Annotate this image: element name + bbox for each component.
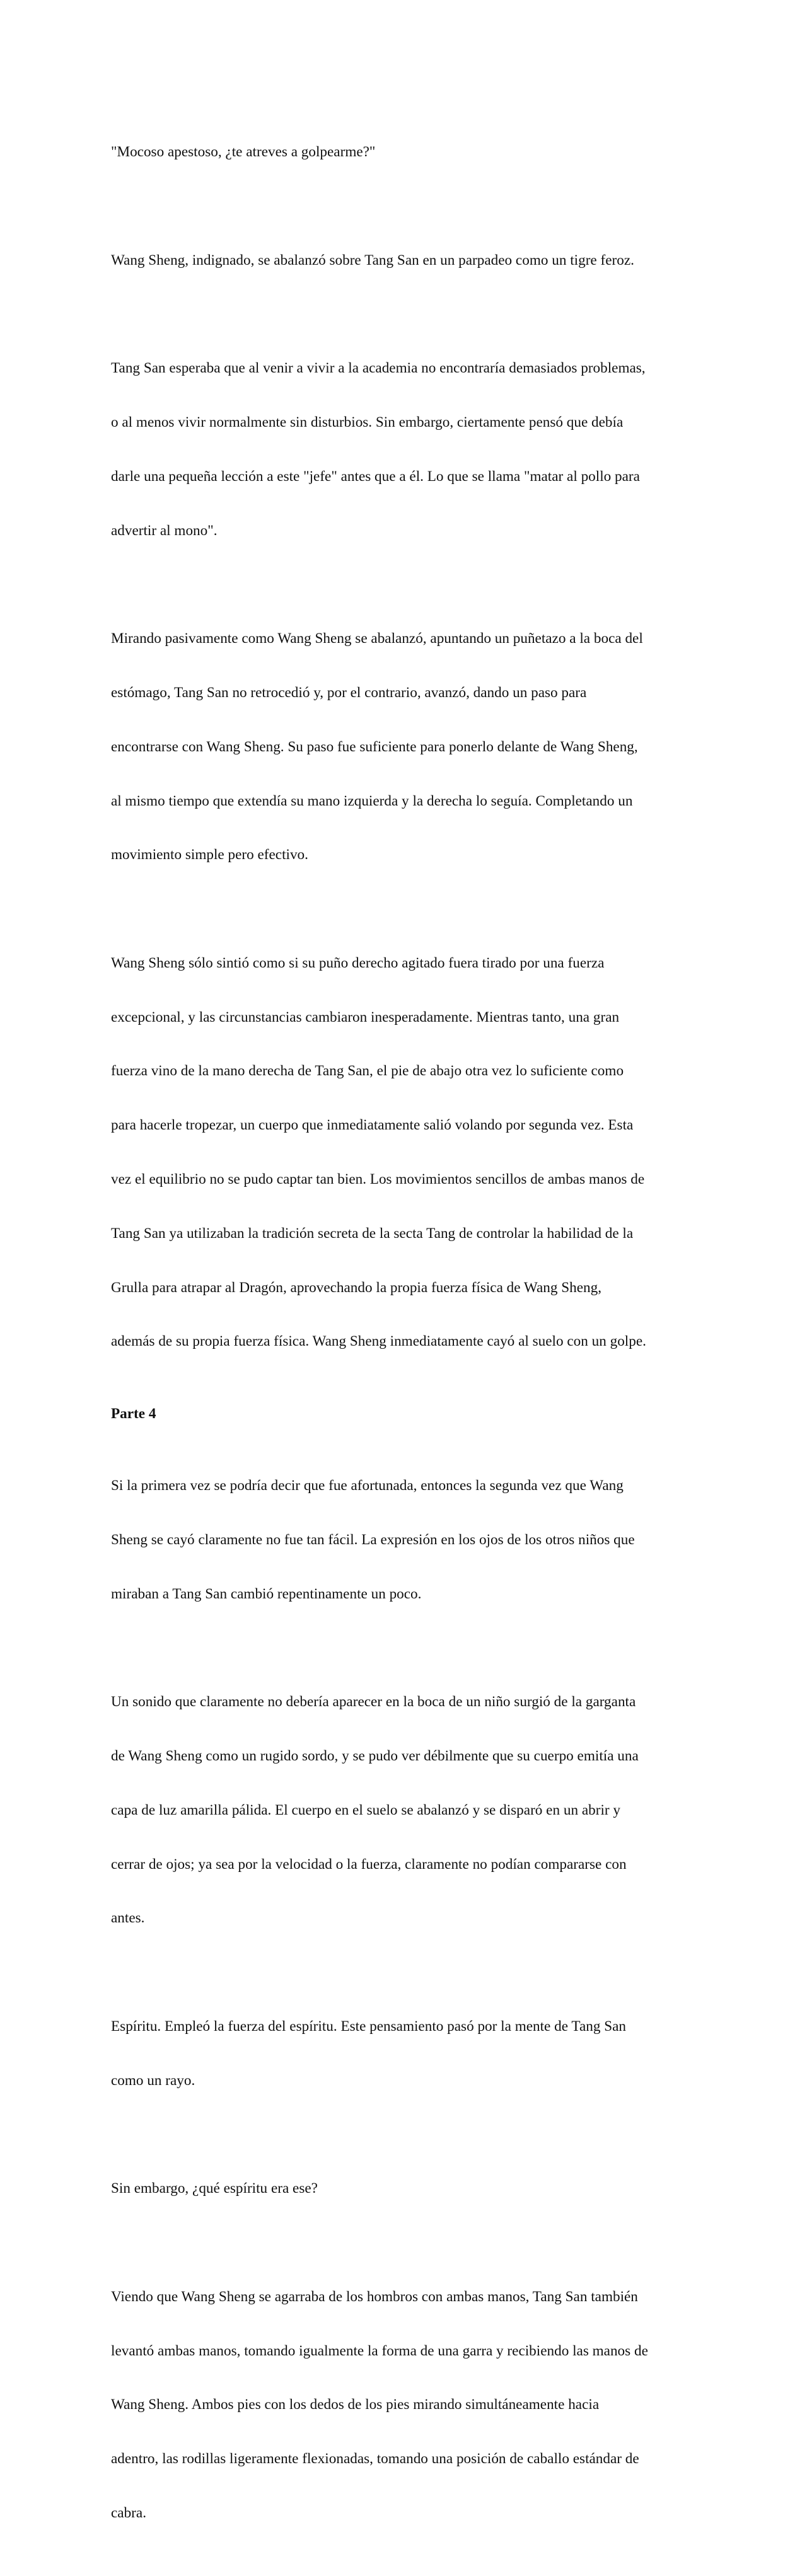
paragraph: [111, 2252, 697, 2558]
paragraph: [111, 594, 697, 900]
paragraph: [111, 2144, 697, 2234]
text-line: Tang San esperaba que al venir a vivir a la academia no encontraría demasiados problemas,: [111, 360, 646, 377]
paragraph: [111, 1657, 697, 1963]
text-line: antes.: [111, 1910, 145, 1927]
paragraph: [111, 1441, 697, 1639]
text-line: adentro, las rodillas ligeramente flexionadas, tomando una posición de caballo estándar de: [111, 2451, 639, 2468]
text-line: movimiento simple pero efectivo.: [111, 846, 308, 863]
text-line: estómago, Tang San no retrocedió y, por el contrario, avanzó, dando un paso para: [111, 684, 587, 701]
text-line: Viendo que Wang Sheng se agarraba de los hombros con ambas manos, Tang San también: [111, 2288, 638, 2305]
paragraph: [111, 1982, 697, 2126]
text-line: Mirando pasivamente como Wang Sheng se abalanzó, apuntando un puñetazo a la boca del: [111, 630, 643, 647]
paragraph: [111, 216, 697, 306]
text-line: advertir al mono".: [111, 522, 218, 539]
text-line: además de su propia fuerza física. Wang Sheng inmediatamente cayó al suelo con un golpe.: [111, 1333, 646, 1350]
text-line: Espíritu. Empleó la fuerza del espíritu. Este pensamiento pasó por la mente de Tang San: [111, 2018, 627, 2035]
text-line: fuerza vino de la mano derecha de Tang San, el pie de abajo otra vez lo suficiente como: [111, 1063, 624, 1080]
text-line: Wang Sheng. Ambos pies con los dedos de los pies mirando simultáneamente hacia: [111, 2396, 600, 2413]
text-line: Un sonido que claramente no debería aparecer en la boca de un niño surgió de la garganta: [111, 1694, 636, 1711]
text-line: cabra.: [111, 2504, 146, 2521]
text-line: cerrar de ojos; ya sea por la velocidad o la fuerza, claramente no podían compararse con: [111, 1856, 627, 1873]
text-line: Sin embargo, ¿qué espíritu era ese?: [111, 2180, 318, 2197]
text-line: o al menos vivir normalmente sin disturbios. Sin embargo, ciertamente pensó que debía: [111, 414, 624, 431]
text-line: vez el equilibrio no se pudo captar tan bien. Los movimientos sencillos de ambas manos de: [111, 1171, 645, 1188]
text-line: Tang San ya utilizaban la tradición secreta de la secta Tang de controlar la habilidad de la: [111, 1225, 634, 1242]
text-line: Wang Sheng, indignado, se abalanzó sobre Tang San en un parpadeo como un tigre feroz.: [111, 251, 634, 269]
text-line: excepcional, y las circunstancias cambiaron inesperadamente. Mientras tanto, una gran: [111, 1008, 620, 1025]
text-line: Si la primera vez se podría decir que fue afortunada, entonces la segunda vez que Wang: [111, 1477, 624, 1494]
text-line: levantó ambas manos, tomando igualmente la forma de una garra y recibiendo las manos de: [111, 2342, 648, 2359]
text-line: "Mocoso apestoso, ¿te atreves a golpearme?": [111, 144, 376, 161]
text-line: Grulla para atrapar al Dragón, aprovechando la propia fuerza física de Wang Sheng,: [111, 1279, 602, 1296]
text-line: al mismo tiempo que extendía su mano izquierda y la derecha lo seguía. Completando un: [111, 792, 633, 809]
text-line: capa de luz amarilla pálida. El cuerpo en el suelo se abalanzó y se disparó en un abrir y: [111, 1801, 621, 1818]
text-line: de Wang Sheng como un rugido sordo, y se pudo ver débilmente que su cuerpo emitía una: [111, 1748, 639, 1765]
text-line: para hacerle tropezar, un cuerpo que inmediatamente salió volando por segunda vez. Esta: [111, 1117, 634, 1134]
paragraph: [111, 107, 697, 197]
section-heading: Parte 4: [111, 1405, 156, 1422]
text-line: encontrarse con Wang Sheng. Su paso fue suficiente para ponerlo delante de Wang Sheng,: [111, 738, 638, 755]
text-line: darle una pequeña lección a este "jefe" antes que a él. Lo que se llama "matar al pollo para: [111, 468, 640, 485]
document-body: [111, 107, 697, 2576]
text-line: como un rayo.: [111, 2072, 195, 2089]
text-line: miraban a Tang San cambió repentinamente un poco.: [111, 1585, 422, 1602]
paragraph: [111, 323, 697, 575]
text-line: Sheng se cayó claramente no fue tan fácil. La expresión en los ojos de los otros niños que: [111, 1531, 635, 1548]
paragraph: [111, 918, 697, 1387]
text-line: Wang Sheng sólo sintió como si su puño derecho agitado fuera tirado por una fuerza: [111, 954, 605, 971]
